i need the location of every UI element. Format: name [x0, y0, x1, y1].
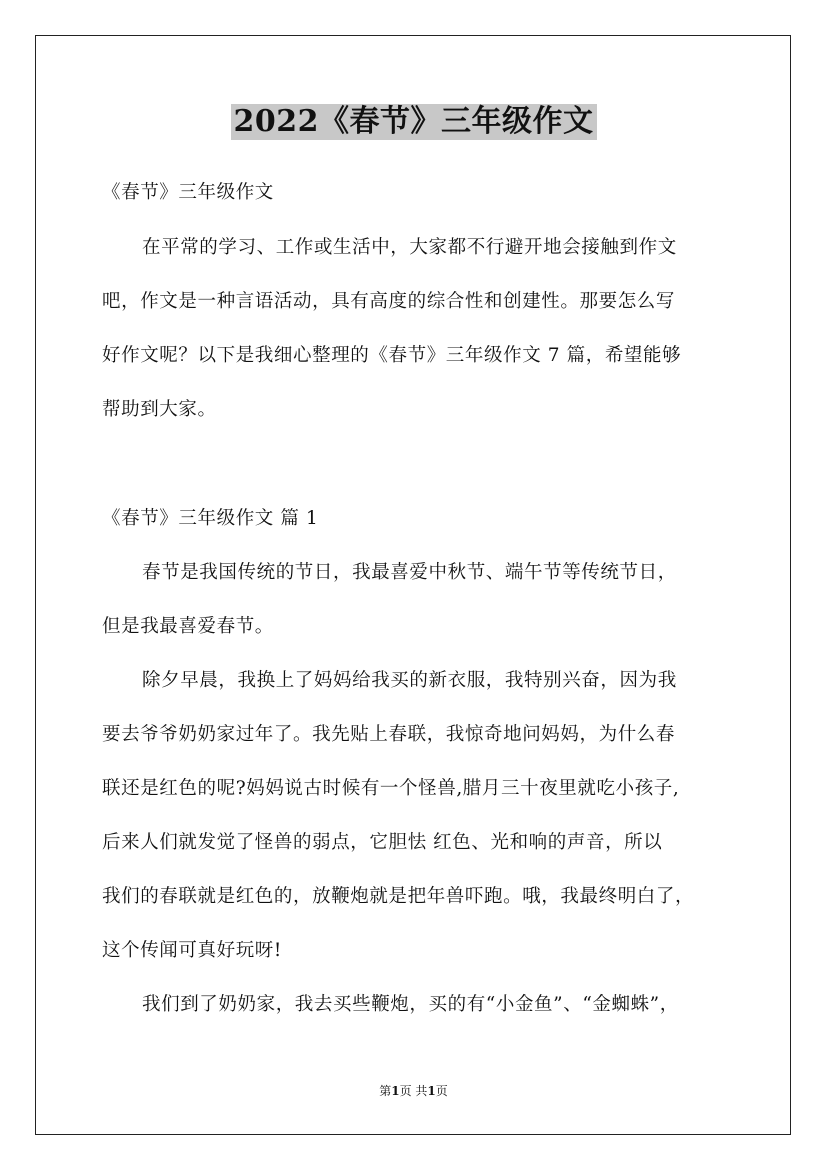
body-line: 我们到了奶奶家，我去买些鞭炮，买的有“小金鱼”、“金蜘蛛”，: [142, 994, 679, 1015]
intro-line: 在平常的学习、工作或生活中，大家都不行避开地会接触到作文: [142, 237, 677, 258]
document-subtitle: 《春节》三年级作文: [102, 182, 274, 203]
intro-line: 帮助到大家。: [102, 399, 217, 420]
page-suffix: 页: [435, 1084, 448, 1098]
body-line: 要去爷爷奶奶家过年了。我先贴上春联，我惊奇地问妈妈，为什么春: [102, 724, 676, 745]
intro-line: 好作文呢？以下是我细心整理的《春节》三年级作文 7 篇，希望能够: [102, 345, 682, 366]
document-title: 2022《春节》三年级作文: [231, 104, 597, 140]
page-prefix: 第: [379, 1084, 392, 1098]
body-line: 联还是红色的呢?妈妈说古时候有一个怪兽,腊月三十夜里就吃小孩子,: [102, 778, 680, 799]
body-line: 但是我最喜爱春节。: [102, 616, 274, 637]
intro-line: 吧，作文是一种言语活动，具有高度的综合性和创建性。那要怎么写: [102, 291, 676, 312]
page-footer: [0, 1083, 827, 1099]
body-line: 我们的春联就是红色的，放鞭炮就是把年兽吓跑。哦，我最终明白了，: [102, 886, 695, 907]
body-line: 春节是我国传统的节日，我最喜爱中秋节、端午节等传统节日，: [142, 562, 677, 583]
page-current: 1: [391, 1084, 400, 1098]
body-line: 后来人们就发觉了怪兽的弱点，它胆怯 红色、光和响的声音，所以: [102, 832, 663, 853]
section-heading: 《春节》三年级作文 篇 1: [102, 508, 319, 529]
title-container: [0, 104, 827, 140]
body-line: 除夕早晨，我换上了妈妈给我买的新衣服，我特别兴奋，因为我: [142, 670, 677, 691]
page-mid: 页 共: [399, 1084, 428, 1098]
body-line: 这个传闻可真好玩呀!: [102, 940, 282, 961]
page-total: 1: [427, 1084, 436, 1098]
